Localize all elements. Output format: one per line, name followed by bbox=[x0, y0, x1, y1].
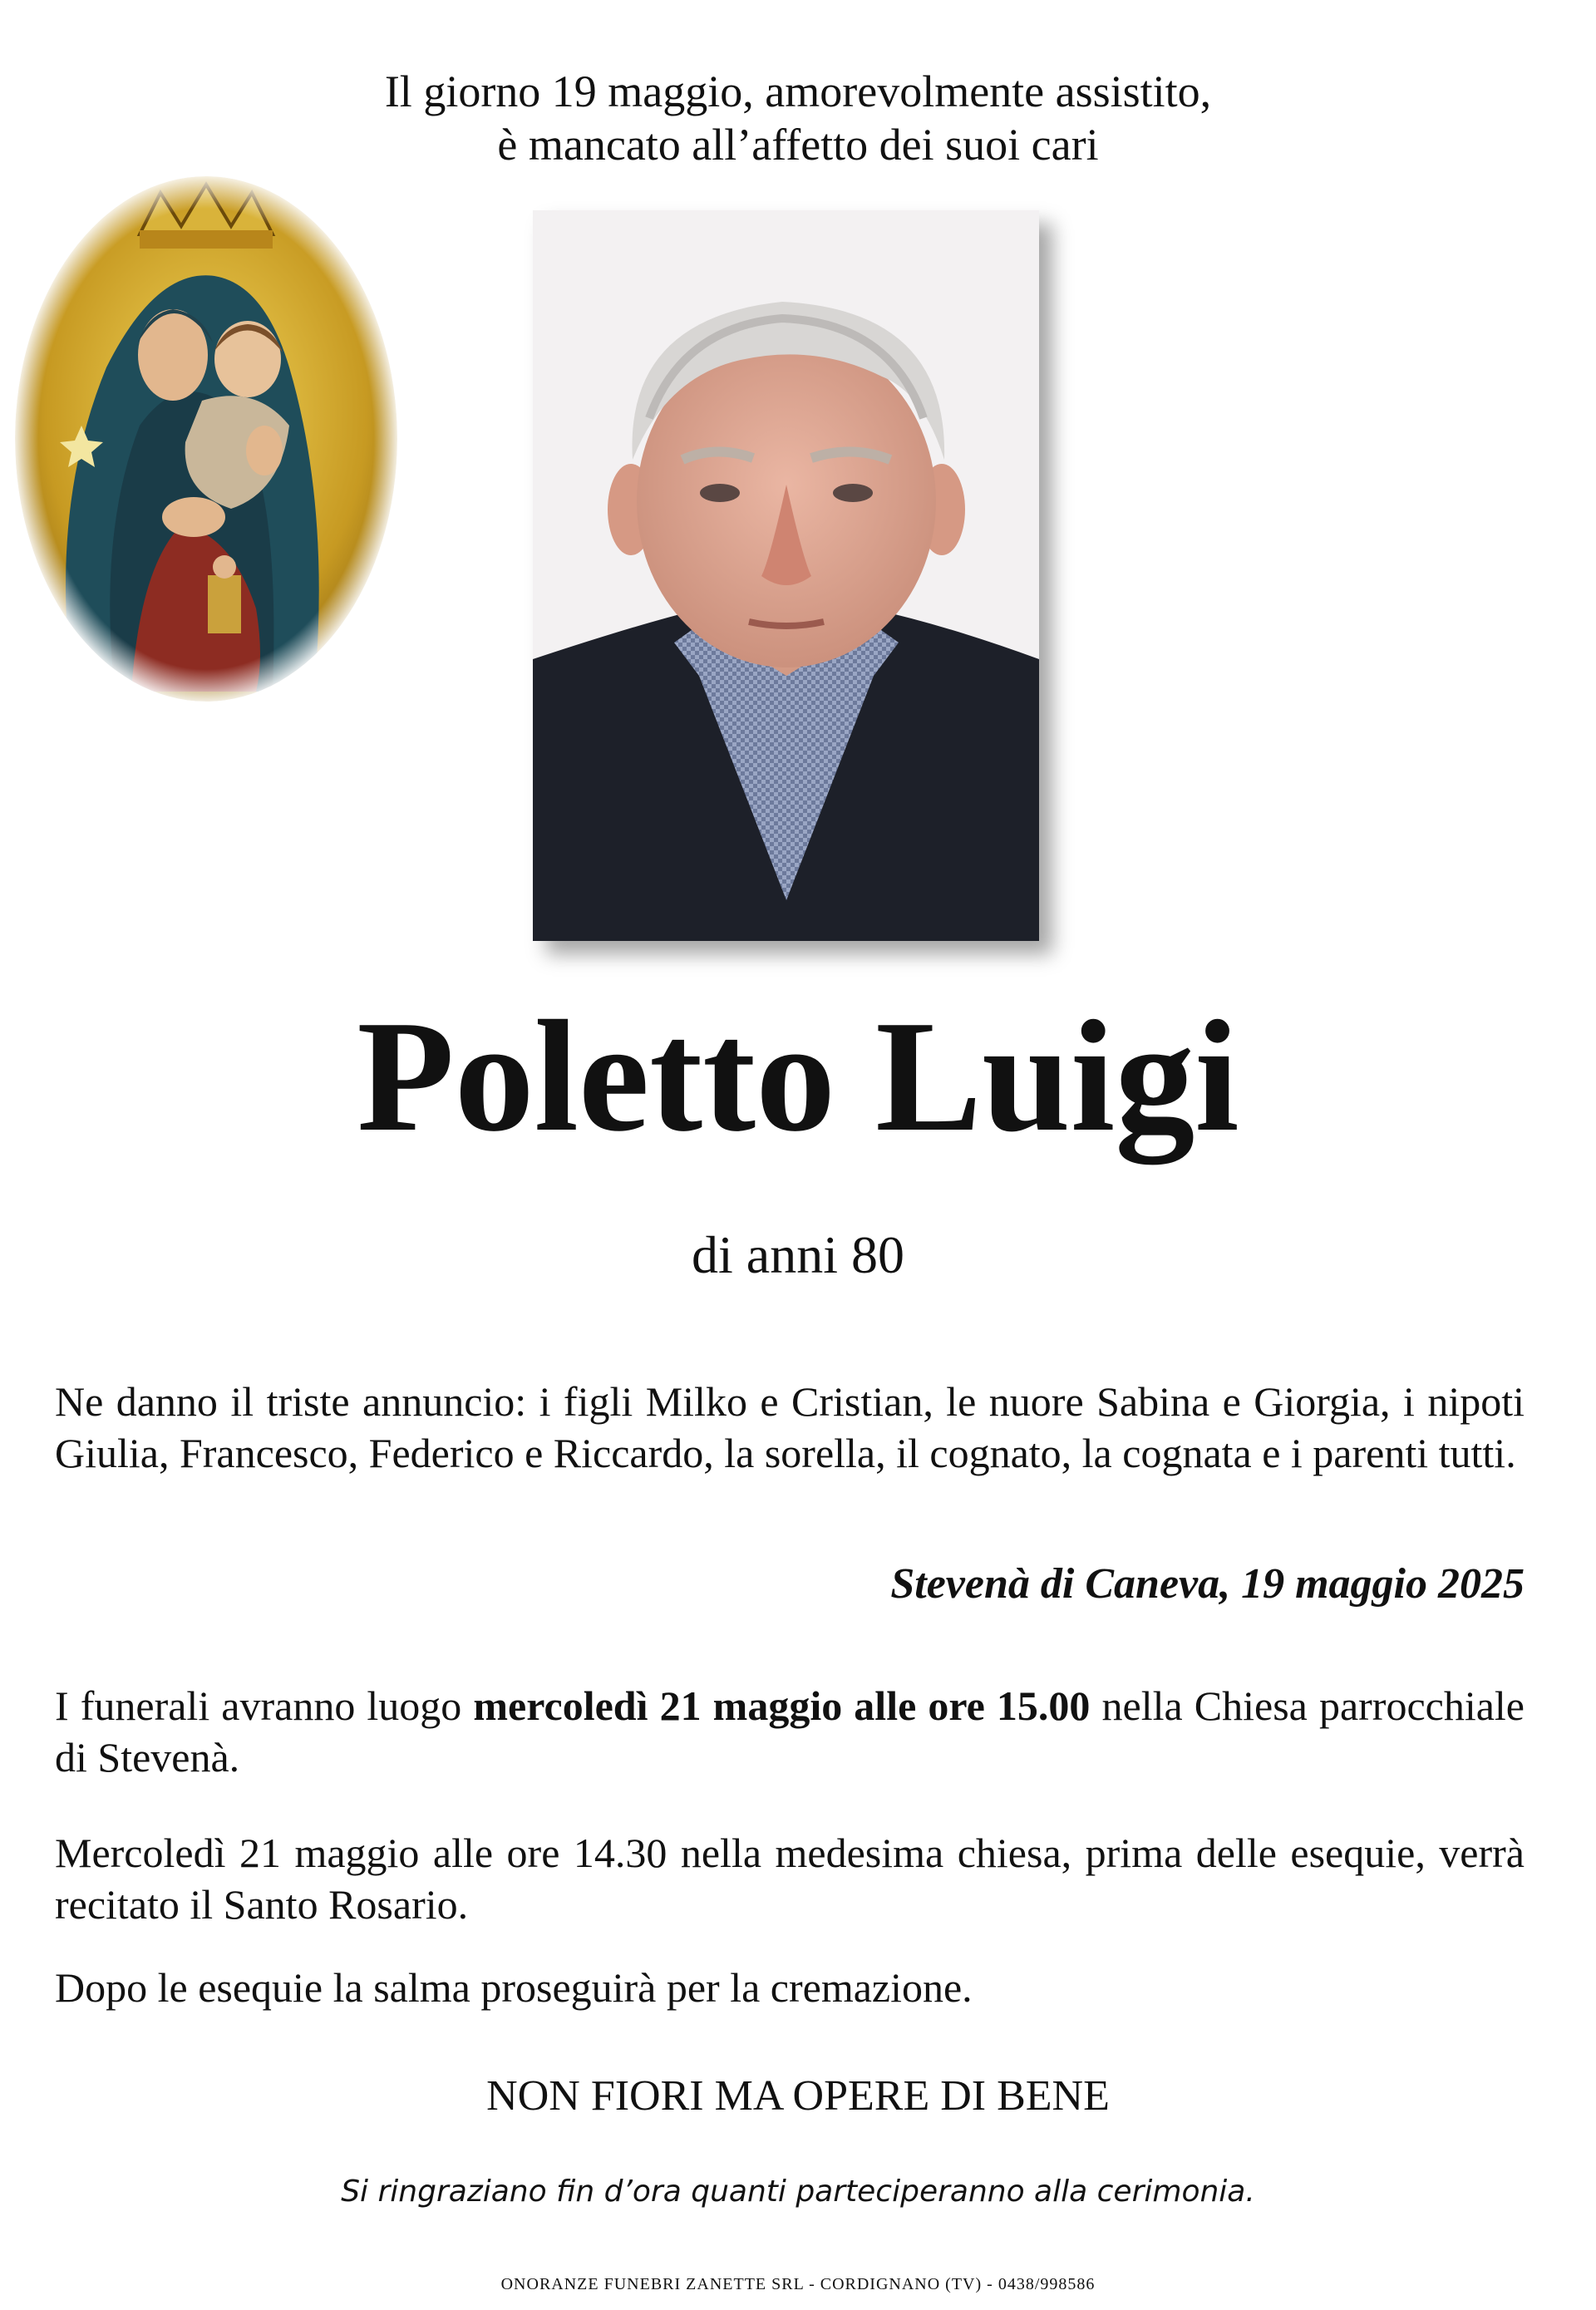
portrait-photo bbox=[533, 210, 1039, 941]
cremation-paragraph: Dopo le esequie la salma proseguirà per la cremazione. bbox=[55, 1964, 973, 2011]
funeral-suffix: nella Chiesa parrocchiale di Stevenà. bbox=[55, 1682, 1525, 1781]
no-flowers-notice: NON FIORI MA OPERE DI BENE bbox=[486, 2072, 1110, 2120]
madonna-with-child-icon bbox=[15, 176, 397, 702]
funeral-home-footer: ONORANZE FUNEBRI ZANETTE SRL - CORDIGNANO (TV) - 0438/998586 bbox=[500, 2275, 1096, 2293]
intro-line-2: è mancato all’affetto dei suoi cari bbox=[497, 120, 1099, 170]
funeral-datetime: mercoledì 21 maggio alle ore 15.00 bbox=[473, 1682, 1091, 1729]
deceased-age: di anni 80 bbox=[692, 1225, 904, 1284]
rosary-paragraph: Mercoledì 21 maggio alle ore 14.30 nella medesima chiesa, prima delle esequie, verrà recitato il Santo Rosario. bbox=[55, 1830, 1525, 1928]
announcement-paragraph: Ne danno il triste annuncio: i figli Milko e Cristian, le nuore Sabina e Giorgia, i nipoti Giulia, Francesco, Federico e Riccardo, la sorella, il cognato, la cognata e i parenti tutti. bbox=[55, 1378, 1525, 1476]
intro-text bbox=[0, 65, 1596, 171]
intro-line-1: Il giorno 19 maggio, amorevolmente assistito, bbox=[384, 66, 1212, 116]
funeral-prefix: I funerali avranno luogo bbox=[55, 1682, 474, 1729]
funeral-paragraph bbox=[55, 1680, 1525, 1783]
place-date: Stevenà di Caneva, 19 maggio 2025 bbox=[890, 1560, 1525, 1608]
deceased-name: Poletto Luigi bbox=[357, 988, 1239, 1165]
thanks-note: Si ringraziano fin d’ora quanti parteciperanno alla cerimonia. bbox=[341, 2175, 1255, 2209]
